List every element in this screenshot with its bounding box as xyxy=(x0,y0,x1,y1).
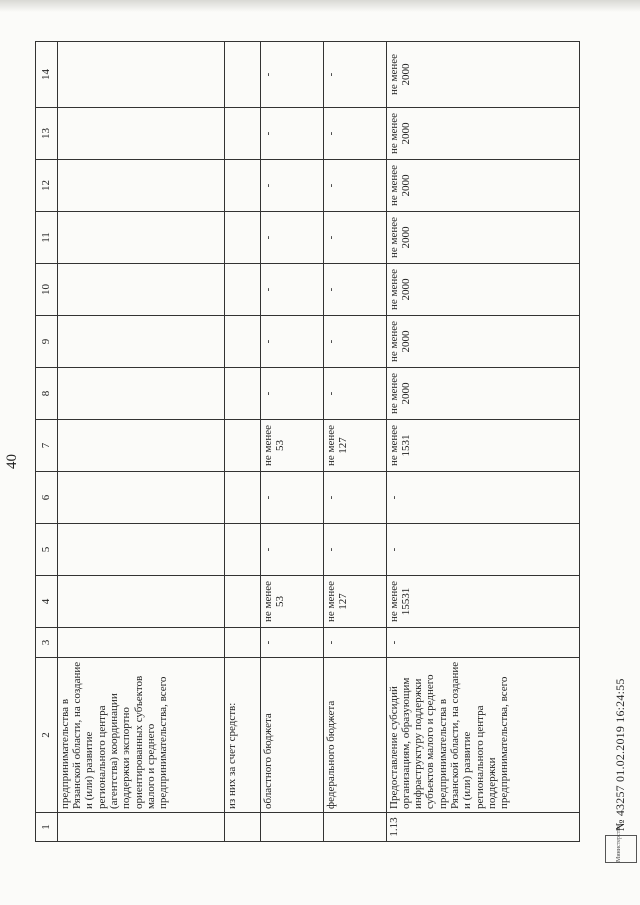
table-cell: - xyxy=(260,264,323,316)
table-row xyxy=(224,42,260,842)
table-cell: не менее 2000 xyxy=(386,264,579,316)
table-cell: - xyxy=(260,368,323,420)
header-cell: 7 xyxy=(36,420,58,472)
table-cell: - xyxy=(323,472,386,524)
table-cell: не менее 2000 xyxy=(386,316,579,368)
table-cell: - xyxy=(323,628,386,658)
header-cell: 11 xyxy=(36,212,58,264)
table-cell: - xyxy=(323,316,386,368)
table-row xyxy=(260,42,323,842)
table-cell: - xyxy=(260,108,323,160)
table-cell: не менее 53 xyxy=(260,576,323,628)
table-cell: не менее 1531 xyxy=(386,420,579,472)
stamp-label: Министерство xyxy=(616,825,622,862)
table-cell xyxy=(224,264,260,316)
table-cell: - xyxy=(323,212,386,264)
table-cell xyxy=(224,813,260,842)
table-cell: - xyxy=(323,524,386,576)
header-cell: 6 xyxy=(36,472,58,524)
table-cell: федерального бюджета xyxy=(323,658,386,813)
table-cell: Предоставление субсидий организациям, образующим инфраструктуру поддержки субъектов малого и среднего предпринимательства в Рязанской области, на создание и (или) развитие регионального центра поддержки предпринимательства, всего xyxy=(386,658,579,813)
header-cell: 8 xyxy=(36,368,58,420)
table-cell xyxy=(224,368,260,420)
table-cell: - xyxy=(323,42,386,108)
table-cell xyxy=(57,264,224,316)
table-cell xyxy=(224,420,260,472)
table-cell: предпринимательства в Рязанской области, на создание и (или) развитие регионального центра (агентства) координации поддержки экспортно ориентированных субъектов малого и среднего предпринимательства, всего xyxy=(57,658,224,813)
table-cell: - xyxy=(260,472,323,524)
page-number: 40 xyxy=(4,454,20,469)
table-cell: - xyxy=(260,316,323,368)
table-cell xyxy=(323,813,386,842)
table-cell: - xyxy=(323,368,386,420)
header-cell: 1 xyxy=(36,813,58,842)
table-cell xyxy=(57,813,224,842)
table-cell xyxy=(224,472,260,524)
table-cell: - xyxy=(260,42,323,108)
table-cell: из них за счет средств: xyxy=(224,658,260,813)
table-cell xyxy=(224,42,260,108)
table-cell: - xyxy=(386,524,579,576)
table-cell xyxy=(224,160,260,212)
table-cell: не менее 53 xyxy=(260,420,323,472)
table-cell xyxy=(57,628,224,658)
table-cell xyxy=(57,160,224,212)
table-cell: - xyxy=(386,472,579,524)
table-cell: не менее 15531 xyxy=(386,576,579,628)
table-cell: не менее 127 xyxy=(323,420,386,472)
header-cell: 5 xyxy=(36,524,58,576)
table-cell: - xyxy=(323,108,386,160)
table-cell xyxy=(57,108,224,160)
table-cell: - xyxy=(323,264,386,316)
table-cell: - xyxy=(260,160,323,212)
header-cell: 4 xyxy=(36,576,58,628)
table-cell xyxy=(57,524,224,576)
table-cell: не менее 2000 xyxy=(386,42,579,108)
header-cell: 2 xyxy=(36,658,58,813)
table-cell xyxy=(57,316,224,368)
table-cell: не менее 2000 xyxy=(386,160,579,212)
table-cell: не менее 127 xyxy=(323,576,386,628)
header-cell: 13 xyxy=(36,108,58,160)
table-cell xyxy=(224,316,260,368)
table-cell: - xyxy=(260,628,323,658)
header-row xyxy=(36,42,58,842)
header-cell: 10 xyxy=(36,264,58,316)
table-cell xyxy=(224,108,260,160)
table-row xyxy=(386,42,579,842)
table-cell xyxy=(224,524,260,576)
table-cell xyxy=(57,212,224,264)
data-table xyxy=(35,41,580,842)
table-cell: не менее 2000 xyxy=(386,212,579,264)
table-cell xyxy=(57,368,224,420)
table-cell xyxy=(224,628,260,658)
table-cell xyxy=(224,576,260,628)
table-cell xyxy=(57,42,224,108)
table-cell: - xyxy=(386,628,579,658)
header-cell: 12 xyxy=(36,160,58,212)
header-cell: 3 xyxy=(36,628,58,658)
header-cell: 14 xyxy=(36,42,58,108)
table-cell: - xyxy=(260,524,323,576)
table-cell xyxy=(57,420,224,472)
table-cell: - xyxy=(323,160,386,212)
header-cell: 9 xyxy=(36,316,58,368)
registration-stamp xyxy=(605,825,637,863)
table-cell: - xyxy=(260,212,323,264)
table-cell xyxy=(260,813,323,842)
table-cell: не менее 2000 xyxy=(386,108,579,160)
table-cell xyxy=(224,212,260,264)
table-cell xyxy=(57,472,224,524)
table-row xyxy=(57,42,224,842)
table-cell xyxy=(57,576,224,628)
table-cell: 1.13 xyxy=(386,813,579,842)
registration-footer: № 43257 01.02.2019 16:24:55 xyxy=(613,678,627,831)
table-cell: областного бюджета xyxy=(260,658,323,813)
table-cell: не менее 2000 xyxy=(386,368,579,420)
table-row xyxy=(323,42,386,842)
